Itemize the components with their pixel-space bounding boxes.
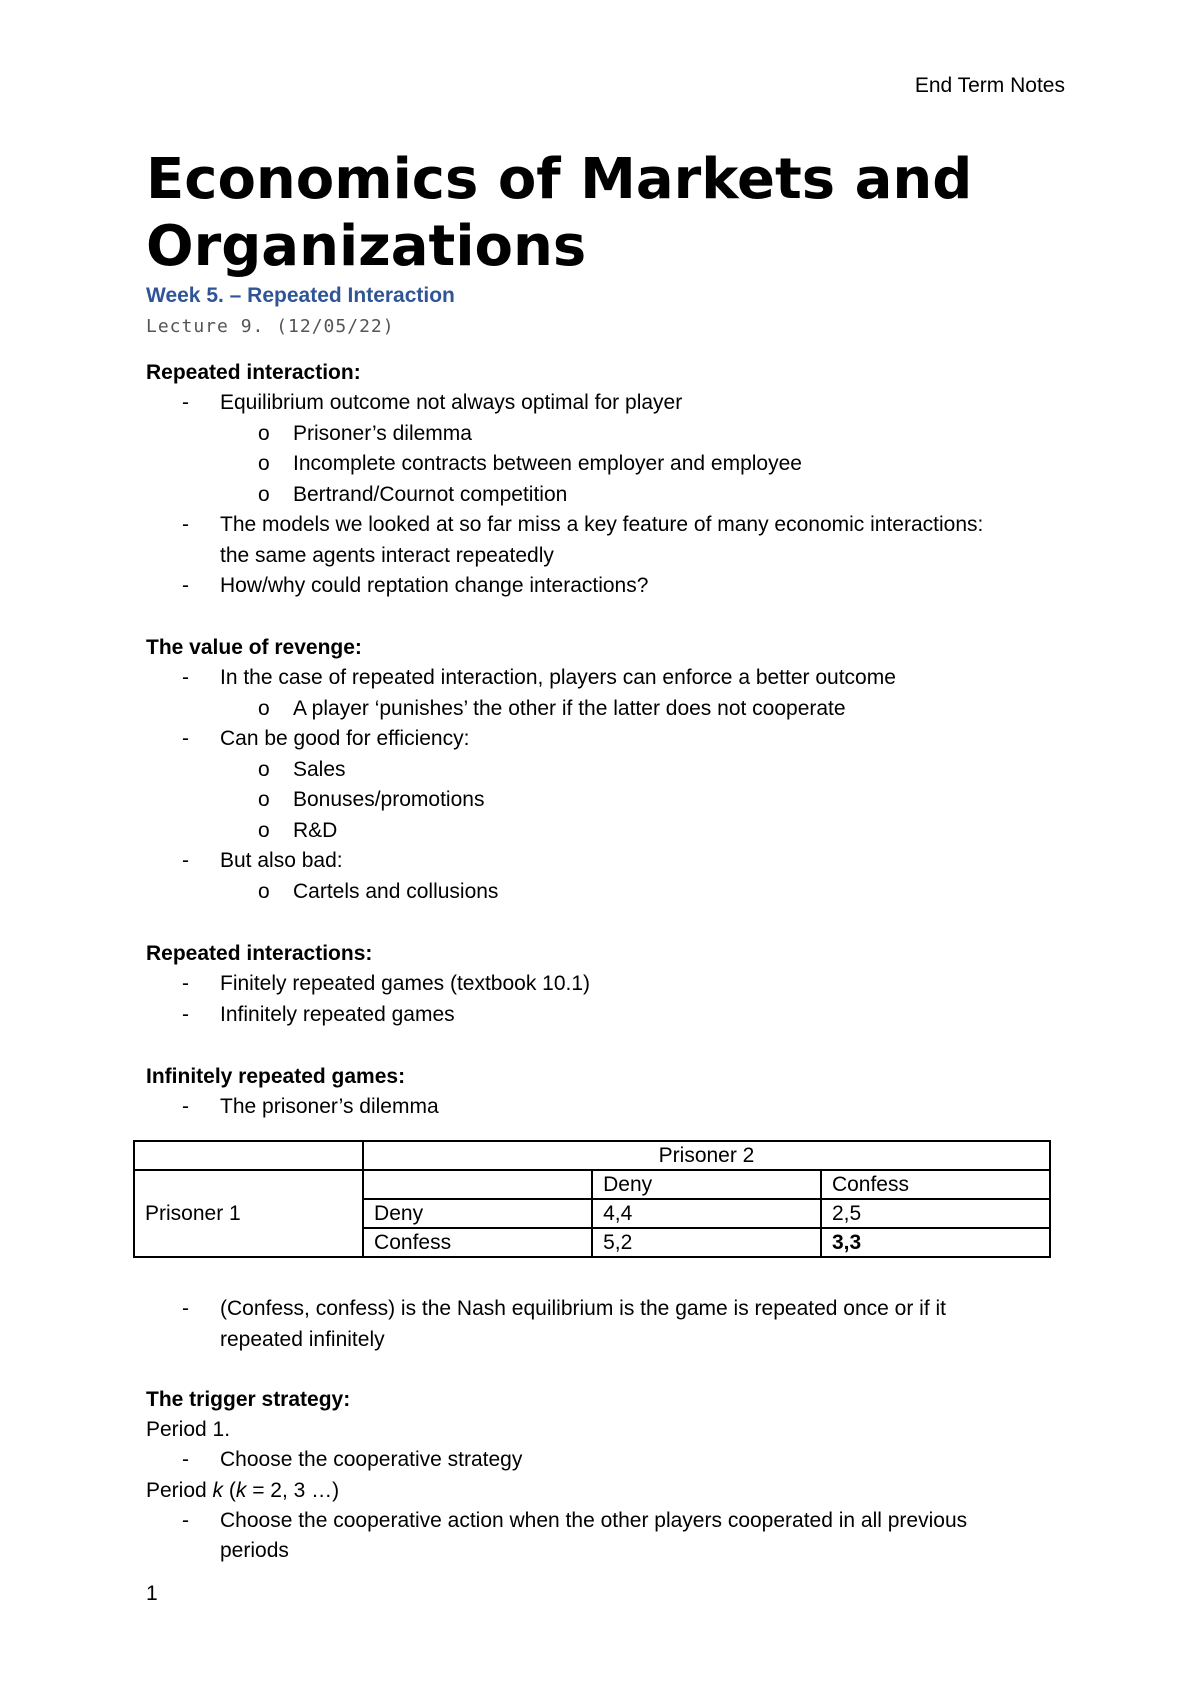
col-confess: Confess xyxy=(821,1170,1050,1199)
payoff-matrix xyxy=(133,1140,1051,1258)
row-confess: Confess xyxy=(363,1228,592,1257)
payoff-confess-deny: 5,2 xyxy=(592,1228,821,1257)
section-repeated-interaction xyxy=(146,358,983,602)
sub-bullet: o A player ‘punishes’ the other if the latter does not cooperate xyxy=(146,694,896,725)
section-repeated-interactions xyxy=(146,939,590,1030)
prisoner-2-header: Prisoner 2 xyxy=(363,1141,1050,1170)
bullet: - How/why could reptation change interactions? xyxy=(146,571,983,602)
section-heading: Repeated interaction: xyxy=(146,361,361,384)
bullet: - Infinitely repeated games xyxy=(146,1000,590,1031)
section-heading: Repeated interactions: xyxy=(146,942,373,965)
bullet: - In the case of repeated interaction, players can enforce a better outcome xyxy=(146,663,896,694)
sub-bullet: o Bertrand/Cournot competition xyxy=(146,480,983,511)
sub-bullet: o Incomplete contracts between employer and employee xyxy=(146,449,983,480)
payoff-confess-confess: 3,3 xyxy=(821,1228,1050,1257)
section-trigger-strategy xyxy=(146,1385,967,1567)
sub-bullet: o Prisoner’s dilemma xyxy=(146,419,983,450)
sub-bullet: o Bonuses/promotions xyxy=(146,785,896,816)
section-heading: Infinitely repeated games: xyxy=(146,1065,406,1088)
bullet-continuation: repeated infinitely xyxy=(220,1327,385,1351)
prisoner-1-header: Prisoner 1 xyxy=(134,1170,363,1257)
week-subtitle: Week 5. – Repeated Interaction xyxy=(146,284,455,307)
sub-bullet: o Cartels and collusions xyxy=(146,877,896,908)
section-infinitely-repeated xyxy=(146,1062,439,1123)
payoff-deny-confess: 2,5 xyxy=(821,1199,1050,1228)
bullet: - Equilibrium outcome not always optimal for player xyxy=(146,388,983,419)
sub-bullet: o Sales xyxy=(146,755,896,786)
bullet-continuation: the same agents interact repeatedly xyxy=(220,543,554,567)
table-cell-empty xyxy=(134,1141,363,1170)
bullet: - Choose the cooperative strategy xyxy=(146,1445,967,1476)
bullet: - The prisoner’s dilemma xyxy=(146,1092,439,1123)
page-number: 1 xyxy=(146,1582,158,1605)
bullet: - Finitely repeated games (textbook 10.1) xyxy=(146,969,590,1000)
payoff-deny-deny: 4,4 xyxy=(592,1199,821,1228)
bullet: - (Confess, confess) is the Nash equilibrium is the game is repeated once or if it xyxy=(146,1294,946,1325)
section-value-of-revenge xyxy=(146,633,896,907)
table-cell-empty xyxy=(363,1170,592,1199)
period-1-label: Period 1. xyxy=(146,1418,231,1441)
section-nash-note xyxy=(146,1294,946,1355)
document-title: Economics of Markets and Organizations xyxy=(146,147,973,279)
col-deny: Deny xyxy=(592,1170,821,1199)
sub-bullet: o R&D xyxy=(146,816,896,847)
period-k-label: Period k (k = 2, 3 …) xyxy=(146,1478,340,1502)
bullet: - The models we looked at so far miss a key feature of many economic interactions: xyxy=(146,510,983,541)
section-heading: The value of revenge: xyxy=(146,636,362,659)
lecture-date: Lecture 9. (12/05/22) xyxy=(146,316,395,337)
bullet: - But also bad: xyxy=(146,846,896,877)
header-title: End Term Notes xyxy=(914,74,1065,97)
row-deny: Deny xyxy=(363,1199,592,1228)
bullet-continuation: periods xyxy=(220,1539,289,1562)
bullet: - Choose the cooperative action when the other players cooperated in all previous xyxy=(146,1506,967,1537)
section-heading: The trigger strategy: xyxy=(146,1388,351,1411)
bullet: - Can be good for efficiency: xyxy=(146,724,896,755)
